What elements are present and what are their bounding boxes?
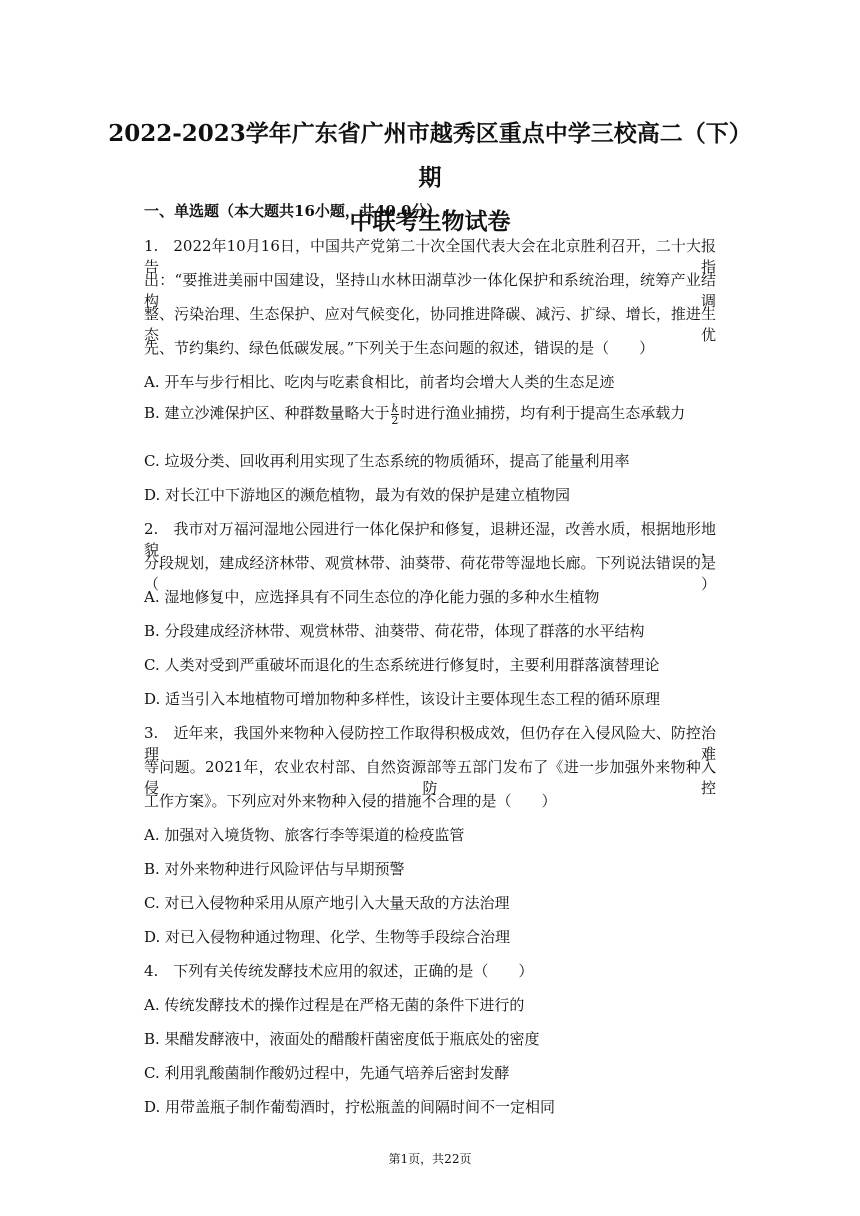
q1-stem-line-2: 出：“要推进美丽中国建设，坚持山水林田湖草沙一体化保护和系统治理，统筹产业结构调 [144, 271, 716, 310]
document-title [100, 112, 760, 244]
q3-option-b: B. 对外来物种进行风险评估与早期预警 [144, 860, 405, 878]
q3-stem-line-2: 等问题。2021年，农业农村部、自然资源部等五部门发布了《进一步加强外来物种入侵防控 [144, 758, 716, 797]
q2-option-d: D. 适当引入本地植物可增加物种多样性，该设计主要体现生态工程的循环原理 [144, 690, 661, 708]
q2-stem-line-2: 分段规划，建成经济林带、观赏林带、油葵带、荷花带等湿地长廊。下列说法错误的是（） [144, 554, 716, 593]
q3-stem-line-1: 3. 近年来，我国外来物种入侵防控工作取得积极成效，但仍存在入侵风险大、防控治理难 [144, 724, 716, 763]
q4-option-a: A. 传统发酵技术的操作过程是在严格无菌的条件下进行的 [144, 996, 525, 1014]
q4-stem-line-1: 4. 下列有关传统发酵技术应用的叙述，正确的是（ ） [144, 962, 534, 980]
q4-option-c: C. 利用乳酸菌制作酸奶过程中，先通气培养后密封发酵 [144, 1064, 510, 1082]
title-line-2: 中联考生物试卷 [349, 208, 511, 235]
fraction-numerator: k [391, 401, 399, 415]
q4-option-d: D. 用带盖瓶子制作葡萄酒时，拧松瓶盖的间隔时间不一定相同 [144, 1098, 556, 1116]
fraction-denominator: 2 [391, 413, 399, 427]
q2-option-b: B. 分段建成经济林带、观赏林带、油葵带、荷花带，体现了群落的水平结构 [144, 622, 645, 640]
fraction-k-over-2 [391, 403, 400, 426]
q1-stem-line-1: 1. 2022年10月16日，中国共产党第二十次全国代表大会在北京胜利召开，二十大报告指 [144, 237, 716, 276]
q1-option-b [144, 402, 685, 426]
q2-option-c: C. 人类对受到严重破坏而退化的生态系统进行修复时，主要利用群落演替理论 [144, 656, 660, 674]
q1-option-b-text-after: 时进行渔业捕捞，均有利于提高生态承载力 [400, 404, 686, 422]
title-line-1: 2022-2023学年广东省广州市越秀区重点中学三校高二（下）期 [108, 120, 752, 191]
q2-stem-line-1: 2. 我市对万福河湿地公园进行一体化保护和修复，退耕还湿，改善水质，根据地形地貌， [144, 520, 716, 559]
section-header: 一、单选题（本大题共16小题，共40.0分） [144, 202, 442, 220]
q3-stem-line-3: 工作方案》。下列应对外来物种入侵的措施不合理的是（ ） [144, 792, 557, 810]
q1-option-d: D. 对长江中下游地区的濒危植物，最为有效的保护是建立植物园 [144, 486, 571, 504]
q1-stem-line-4: 先、节约集约、绿色低碳发展。”下列关于生态问题的叙述，错误的是（ ） [144, 339, 655, 357]
q1-stem-line-3: 整、污染治理、生态保护、应对气候变化，协同推进降碳、减污、扩绿、增长，推进生态优 [144, 305, 716, 344]
q3-option-a: A. 加强对入境货物、旅客行李等渠道的检疫监管 [144, 826, 465, 844]
q4-option-b: B. 果醋发酵液中，液面处的醋酸杆菌密度低于瓶底处的密度 [144, 1030, 540, 1048]
q3-option-c: C. 对已入侵物种采用从原产地引入大量天敌的方法治理 [144, 894, 510, 912]
q1-option-a: A. 开车与步行相比、吃肉与吃素食相比，前者均会增大人类的生态足迹 [144, 373, 615, 391]
q1-option-b-text-before: B. 建立沙滩保护区、种群数量略大于 [144, 404, 390, 422]
q1-option-c: C. 垃圾分类、回收再利用实现了生态系统的物质循环，提高了能量利用率 [144, 452, 630, 470]
q3-option-d: D. 对已入侵物种通过物理、化学、生物等手段综合治理 [144, 928, 511, 946]
page-footer: 第1页，共22页 [388, 1152, 472, 1166]
q2-option-a: A. 湿地修复中，应选择具有不同生态位的净化能力强的多种水生植物 [144, 588, 600, 606]
